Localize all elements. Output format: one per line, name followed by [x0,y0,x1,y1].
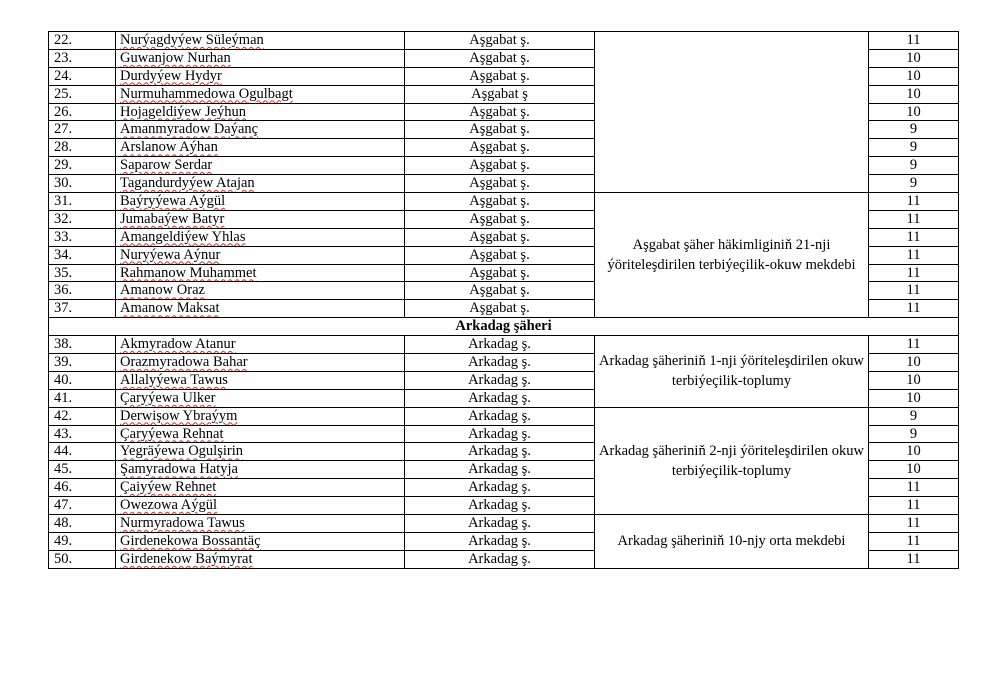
row-number: 28. [49,139,116,157]
grade-cell: 11 [869,193,959,211]
city-cell: Arkadag ş. [405,371,595,389]
participant-name [116,264,405,282]
city-cell: Aşgabat ş. [405,32,595,50]
city-cell: Arkadag ş. [405,550,595,568]
participant-name-text: Amanow Maksat [120,300,220,317]
grade-cell: 10 [869,443,959,461]
participant-name-text: Amangeldiýew Yhlas [120,228,246,245]
participant-name [116,371,405,389]
participant-name-text: Derwişow Ybraýym [120,407,238,424]
row-number: 25. [49,85,116,103]
table-row [49,336,959,354]
row-number: 37. [49,300,116,318]
grade-cell: 11 [869,532,959,550]
row-number: 31. [49,193,116,211]
grade-cell: 11 [869,497,959,515]
row-number: 39. [49,354,116,372]
participant-name [116,246,405,264]
participant-name [116,443,405,461]
city-cell: Arkadag ş. [405,479,595,497]
participant-name [116,354,405,372]
row-number: 40. [49,371,116,389]
participant-name-text: Orazmyradowa Bahar [120,353,248,370]
participant-name-text: Girdenekow Baýmyrat [120,550,253,567]
row-number: 36. [49,282,116,300]
section-header: Arkadag şäheri [49,318,959,336]
grade-cell: 10 [869,461,959,479]
participant-name [116,49,405,67]
row-number: 33. [49,228,116,246]
grade-cell: 9 [869,121,959,139]
grade-cell: 9 [869,175,959,193]
city-cell: Aşgabat ş. [405,246,595,264]
school-cell: Aşgabat şäher häkimliginiň 21-nji ýöriteleşdirilen terbiýeçilik-okuw mekdebi [595,193,869,318]
participant-name-text: Tagandurdyýew Atajan [120,175,255,192]
grade-cell: 10 [869,67,959,85]
participant-name-text: Akmyradow Atanur [120,336,236,353]
participant-name [116,193,405,211]
city-cell: Aşgabat ş. [405,103,595,121]
participant-name-text: Çaryýewa Rehnat [120,425,224,442]
city-cell: Arkadag ş. [405,354,595,372]
row-number: 41. [49,389,116,407]
row-number: 38. [49,336,116,354]
grade-cell: 11 [869,32,959,50]
participant-name [116,389,405,407]
city-cell: Aşgabat ş. [405,121,595,139]
city-cell: Aşgabat ş. [405,49,595,67]
school-cell: Arkadag şäheriniň 10-njy orta mekdebi [595,515,869,569]
city-cell: Arkadag ş. [405,336,595,354]
participant-name [116,85,405,103]
participant-name [116,157,405,175]
grade-cell: 11 [869,515,959,533]
participant-name-text: Çaiyýew Rehnet [120,479,217,496]
participant-name-text: Guwanjow Nurhan [120,49,231,66]
city-cell: Aşgabat ş. [405,282,595,300]
row-number: 26. [49,103,116,121]
city-cell: Aşgabat ş. [405,264,595,282]
document-page [48,31,958,569]
participant-name [116,121,405,139]
participant-name [116,532,405,550]
grade-cell: 10 [869,354,959,372]
participant-name [116,479,405,497]
participants-table [48,31,959,569]
city-cell: Aşgabat ş [405,85,595,103]
row-number: 43. [49,425,116,443]
grade-cell: 11 [869,264,959,282]
row-number: 48. [49,515,116,533]
grade-cell: 11 [869,210,959,228]
row-number: 29. [49,157,116,175]
grade-cell: 11 [869,282,959,300]
table-row [49,32,959,50]
participant-name [116,139,405,157]
participant-name-text: Rahmanow Muhammet [120,264,257,281]
row-number: 46. [49,479,116,497]
section-header-row [49,318,959,336]
grade-cell: 10 [869,389,959,407]
participant-name-text: Yegräýewa Ogulşirin [120,443,243,460]
city-cell: Aşgabat ş. [405,157,595,175]
row-number: 24. [49,67,116,85]
city-cell: Aşgabat ş. [405,210,595,228]
participant-name-text: Durdyýew Hydyr [120,67,222,84]
participant-name-text: Amanmyradow Daýanç [120,121,259,138]
participant-name [116,461,405,479]
grade-cell: 9 [869,157,959,175]
row-number: 35. [49,264,116,282]
row-number: 50. [49,550,116,568]
row-number: 42. [49,407,116,425]
participant-name [116,282,405,300]
city-cell: Arkadag ş. [405,425,595,443]
row-number: 23. [49,49,116,67]
grade-cell: 11 [869,550,959,568]
participant-name [116,228,405,246]
participant-name-text: Amanow Oraz [120,282,205,299]
grade-cell: 9 [869,139,959,157]
grade-cell: 10 [869,85,959,103]
row-number: 44. [49,443,116,461]
row-number: 22. [49,32,116,50]
city-cell: Arkadag ş. [405,497,595,515]
row-number: 30. [49,175,116,193]
grade-cell: 11 [869,228,959,246]
participant-name-text: Nurýagdyýew Süleýman [120,31,264,48]
city-cell: Aşgabat ş. [405,228,595,246]
city-cell: Aşgabat ş. [405,300,595,318]
row-number: 32. [49,210,116,228]
participant-name-text: Baýryýewa Aýgül [120,192,226,209]
participant-name [116,175,405,193]
row-number: 34. [49,246,116,264]
city-cell: Aşgabat ş. [405,193,595,211]
city-cell: Aşgabat ş. [405,175,595,193]
participant-name [116,550,405,568]
city-cell: Aşgabat ş. [405,139,595,157]
grade-cell: 11 [869,246,959,264]
participant-name-text: Arslanow Aýhan [120,139,218,156]
grade-cell: 10 [869,371,959,389]
participant-name-text: Allalyýewa Tawus [120,371,228,388]
grade-cell: 11 [869,336,959,354]
participant-name-text: Girdenekowa Bossantäç [120,532,261,549]
grade-cell: 9 [869,407,959,425]
table-row [49,193,959,211]
city-cell: Arkadag ş. [405,532,595,550]
row-number: 47. [49,497,116,515]
participant-name-text: Saparow Serdar [120,157,213,174]
city-cell: Arkadag ş. [405,407,595,425]
participant-name [116,67,405,85]
row-number: 45. [49,461,116,479]
city-cell: Aşgabat ş. [405,67,595,85]
participant-name-text: Nurmyradowa Tawus [120,514,245,531]
row-number: 49. [49,532,116,550]
grade-cell: 11 [869,300,959,318]
participant-name [116,103,405,121]
city-cell: Arkadag ş. [405,443,595,461]
participant-name-text: Jumabaýew Batyr [120,210,225,227]
participant-name-text: Owezowa Aýgül [120,497,218,514]
participant-name-text: Hojageldiýew Jeýhun [120,103,247,120]
school-cell: Arkadag şäheriniň 1-nji ýöriteleşdirilen okuw terbiýeçilik-toplumy [595,336,869,408]
participant-name-text: Şamyradowa Hatyja [120,461,238,478]
participant-name [116,336,405,354]
table-row [49,515,959,533]
participant-name [116,425,405,443]
participant-name-text: Nuryýewa Aýnur [120,246,221,263]
city-cell: Arkadag ş. [405,389,595,407]
participant-name [116,210,405,228]
grade-cell: 10 [869,103,959,121]
city-cell: Arkadag ş. [405,461,595,479]
grade-cell: 10 [869,49,959,67]
participant-name-text: Nurmuhammedowa Ogulbagt [120,85,293,102]
participant-name [116,515,405,533]
school-cell: Arkadag şäheriniň 2-nji ýöriteleşdirilen okuw terbiýeçilik-toplumy [595,407,869,514]
participants-table-body [49,32,959,569]
participant-name [116,32,405,50]
participant-name-text: Çaryýewa Ulker [120,389,216,406]
participant-name [116,407,405,425]
participant-name [116,497,405,515]
school-cell [595,32,869,193]
grade-cell: 11 [869,479,959,497]
participant-name [116,300,405,318]
row-number: 27. [49,121,116,139]
grade-cell: 9 [869,425,959,443]
city-cell: Arkadag ş. [405,515,595,533]
table-row [49,407,959,425]
